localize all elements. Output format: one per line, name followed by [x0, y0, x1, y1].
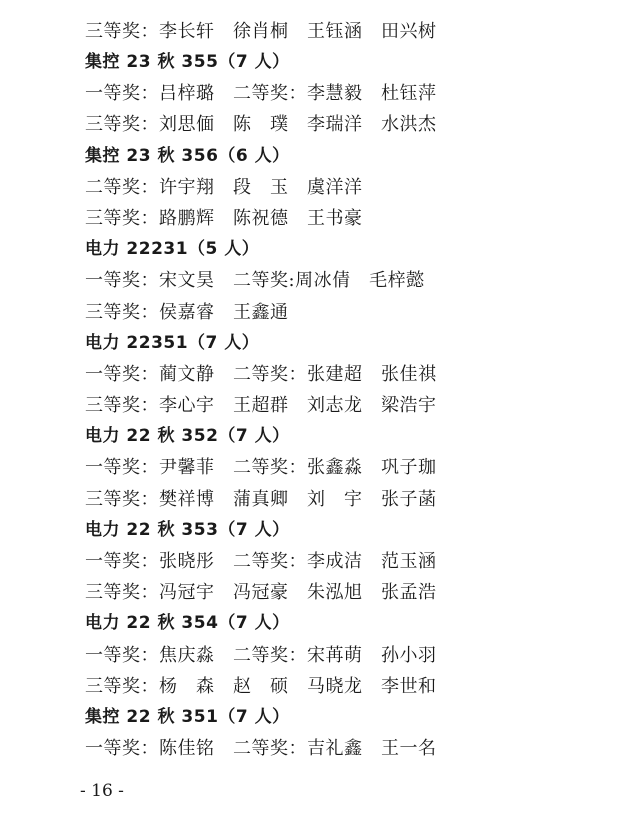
class-heading: 电力 22 秋 353（7 人） [85, 520, 290, 540]
award-line: 一等奖：陈佳铭 二等奖：吉礼鑫 王一名 [85, 738, 437, 759]
award-line: 一等奖：蔺文静 二等奖：张建超 张佳祺 [85, 364, 437, 385]
class-heading: 集控 23 秋 356（6 人） [85, 146, 290, 166]
award-line: 一等奖：宋文昊 二等奖:周冰倩 毛梓懿 [85, 270, 425, 291]
class-heading: 电力 22 秋 352（7 人） [85, 426, 290, 446]
award-line: 一等奖：焦庆淼 二等奖：宋苒萌 孙小羽 [85, 645, 437, 666]
award-line: 三等奖：路鹏辉 陈祝德 王书豪 [85, 208, 363, 229]
award-line: 一等奖：张晓彤 二等奖：李成洁 范玉涵 [85, 551, 437, 572]
class-heading: 集控 22 秋 351（7 人） [85, 707, 290, 727]
award-line: 三等奖：冯冠宇 冯冠豪 朱泓旭 张孟浩 [85, 582, 437, 603]
award-line: 三等奖：刘思偭 陈 璞 李瑞洋 水洪杰 [85, 114, 437, 135]
award-line: 三等奖：杨 森 赵 硕 马晓龙 李世和 [85, 676, 437, 697]
award-line: 三等奖：侯嘉睿 王鑫通 [85, 302, 289, 323]
class-heading: 电力 22351（7 人） [85, 333, 260, 353]
award-line: 三等奖：李心宇 王超群 刘志龙 梁浩宇 [85, 395, 437, 416]
award-line: 二等奖：许宇翔 段 玉 虞洋洋 [85, 177, 363, 198]
award-line: 一等奖：吕梓璐 二等奖：李慧毅 杜钰萍 [85, 83, 437, 104]
class-heading: 电力 22231（5 人） [85, 239, 260, 259]
award-line: 三等奖：李长轩 徐肖桐 王钰涵 田兴树 [85, 21, 437, 42]
class-heading: 电力 22 秋 354（7 人） [85, 613, 290, 633]
page-number: - 16 - [80, 781, 124, 801]
award-line: 三等奖：樊祥博 蒲真卿 刘 宇 张子菡 [85, 489, 437, 510]
class-heading: 集控 23 秋 355（7 人） [85, 52, 290, 72]
award-line: 一等奖：尹馨菲 二等奖：张鑫淼 巩子珈 [85, 457, 437, 478]
